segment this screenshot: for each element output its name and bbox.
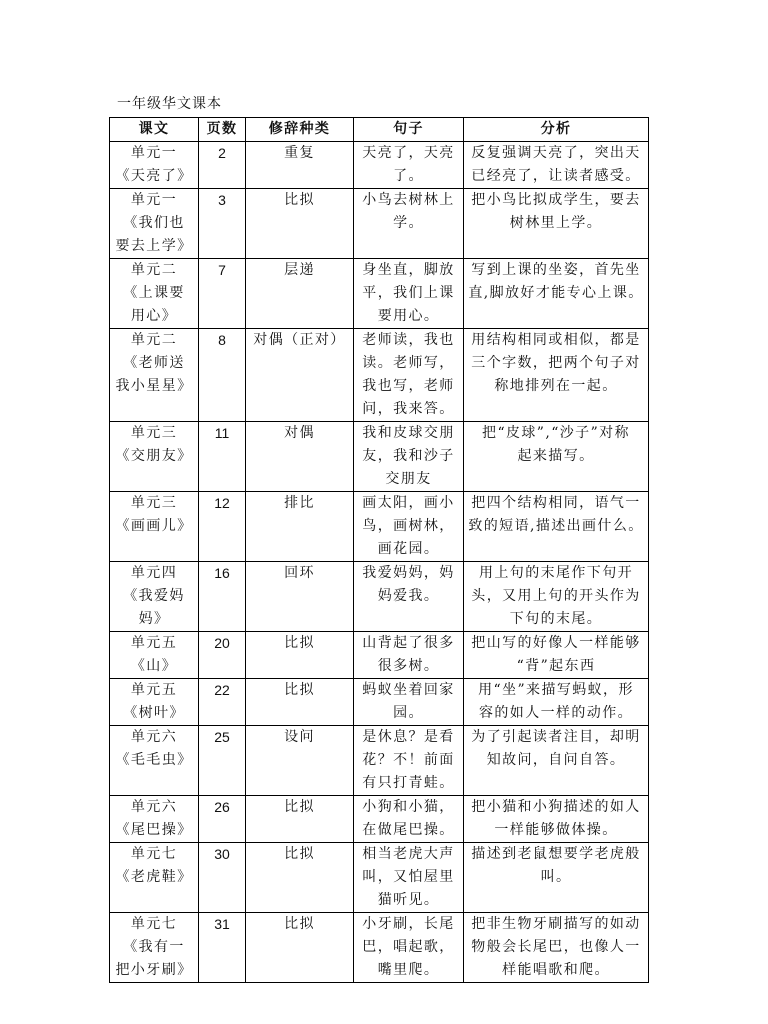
- cell-page: 2: [199, 142, 246, 189]
- cell-page: 8: [199, 329, 246, 422]
- cell-analysis: 把小猫和小狗描述的如人 一样能够做体操。: [464, 796, 649, 843]
- cell-sentence: 我和皮球交朋 友，我和沙子 交朋友: [354, 422, 464, 492]
- table-row: [110, 189, 649, 259]
- cell-lesson: 单元五 《山》: [110, 632, 199, 679]
- cell-sentence: 是休息？是看 花？不！前面 有只打青蛙。: [354, 726, 464, 796]
- table-row: [110, 679, 649, 726]
- cell-analysis: 为了引起读者注目，却明 知故问，自问自答。: [464, 726, 649, 796]
- table-row: [110, 329, 649, 422]
- header-page: 页数: [199, 118, 246, 142]
- cell-page: 31: [199, 913, 246, 983]
- cell-lesson: 单元三 《画画儿》: [110, 492, 199, 562]
- table-row: [110, 726, 649, 796]
- cell-lesson: 单元二 《上课要 用心》: [110, 259, 199, 329]
- cell-device: 对偶（正对）: [246, 329, 354, 422]
- cell-device: 排比: [246, 492, 354, 562]
- header-sentence: 句子: [354, 118, 464, 142]
- cell-lesson: 单元一 《我们也 要去上学》: [110, 189, 199, 259]
- cell-sentence: 天亮了，天亮 了。: [354, 142, 464, 189]
- cell-sentence: 老师读，我也 读。老师写， 我也写，老师 问，我来答。: [354, 329, 464, 422]
- cell-page: 25: [199, 726, 246, 796]
- cell-analysis: 描述到老鼠想要学老虎般 叫。: [464, 843, 649, 913]
- cell-device: 比拟: [246, 796, 354, 843]
- cell-page: 20: [199, 632, 246, 679]
- cell-sentence: 我爱妈妈，妈 妈爱我。: [354, 562, 464, 632]
- table-row: [110, 492, 649, 562]
- cell-analysis: 把四个结构相同，语气一 致的短语,描述出画什么。: [464, 492, 649, 562]
- cell-analysis: 用结构相同或相似，都是 三个字数，把两个句子对 称地排列在一起。: [464, 329, 649, 422]
- cell-sentence: 山背起了很多 很多树。: [354, 632, 464, 679]
- cell-sentence: 画太阳，画小 鸟，画树林， 画花园。: [354, 492, 464, 562]
- cell-lesson: 单元三 《交朋友》: [110, 422, 199, 492]
- cell-device: 比拟: [246, 632, 354, 679]
- table-row: [110, 632, 649, 679]
- table-row: [110, 259, 649, 329]
- cell-analysis: 用“坐”来描写蚂蚁，形 容的如人一样的动作。: [464, 679, 649, 726]
- cell-analysis: 用上句的末尾作下句开 头，又用上句的开头作为 下句的末尾。: [464, 562, 649, 632]
- table-row: [110, 913, 649, 983]
- cell-analysis: 把“皮球”,“沙子”对称 起来描写。: [464, 422, 649, 492]
- cell-device: 对偶: [246, 422, 354, 492]
- table-row: [110, 843, 649, 913]
- cell-analysis: 写到上课的坐姿，首先坐 直,脚放好才能专心上课。: [464, 259, 649, 329]
- table-row: [110, 142, 649, 189]
- cell-page: 3: [199, 189, 246, 259]
- cell-lesson: 单元五 《树叶》: [110, 679, 199, 726]
- cell-device: 设问: [246, 726, 354, 796]
- header-device: 修辞种类: [246, 118, 354, 142]
- cell-lesson: 单元二 《老师送 我小星星》: [110, 329, 199, 422]
- cell-page: 11: [199, 422, 246, 492]
- cell-sentence: 蚂蚁坐着回家 园。: [354, 679, 464, 726]
- rhetoric-table: [109, 117, 649, 983]
- cell-device: 重复: [246, 142, 354, 189]
- cell-lesson: 单元六 《尾巴操》: [110, 796, 199, 843]
- cell-sentence: 小鸟去树林上 学。: [354, 189, 464, 259]
- cell-sentence: 相当老虎大声 叫，又怕屋里 猫听见。: [354, 843, 464, 913]
- cell-page: 22: [199, 679, 246, 726]
- cell-sentence: 小狗和小猫， 在做尾巴操。: [354, 796, 464, 843]
- cell-device: 回环: [246, 562, 354, 632]
- document-title: 一年级华文课本: [117, 96, 222, 112]
- cell-sentence: 小牙刷，长尾 巴，唱起歌， 嘴里爬。: [354, 913, 464, 983]
- table-row: [110, 562, 649, 632]
- cell-page: 16: [199, 562, 246, 632]
- cell-page: 7: [199, 259, 246, 329]
- cell-device: 比拟: [246, 913, 354, 983]
- cell-sentence: 身坐直，脚放 平，我们上课 要用心。: [354, 259, 464, 329]
- cell-lesson: 单元七 《老虎鞋》: [110, 843, 199, 913]
- cell-device: 比拟: [246, 843, 354, 913]
- cell-page: 30: [199, 843, 246, 913]
- header-lesson: 课文: [110, 118, 199, 142]
- table-row: [110, 422, 649, 492]
- cell-analysis: 把小鸟比拟成学生，要去 树林里上学。: [464, 189, 649, 259]
- table-row: [110, 796, 649, 843]
- cell-lesson: 单元一 《天亮了》: [110, 142, 199, 189]
- cell-page: 12: [199, 492, 246, 562]
- cell-page: 26: [199, 796, 246, 843]
- cell-lesson: 单元六 《毛毛虫》: [110, 726, 199, 796]
- cell-analysis: 反复强调天亮了，突出天 已经亮了，让读者感受。: [464, 142, 649, 189]
- cell-analysis: 把山写的好像人一样能够 “背”起东西: [464, 632, 649, 679]
- cell-device: 比拟: [246, 679, 354, 726]
- cell-lesson: 单元四 《我爱妈 妈》: [110, 562, 199, 632]
- cell-analysis: 把非生物牙刷描写的如动 物般会长尾巴，也像人一 样能唱歌和爬。: [464, 913, 649, 983]
- cell-device: 层递: [246, 259, 354, 329]
- cell-device: 比拟: [246, 189, 354, 259]
- cell-lesson: 单元七 《我有一 把小牙刷》: [110, 913, 199, 983]
- table-header-row: [110, 118, 649, 142]
- header-analysis: 分析: [464, 118, 649, 142]
